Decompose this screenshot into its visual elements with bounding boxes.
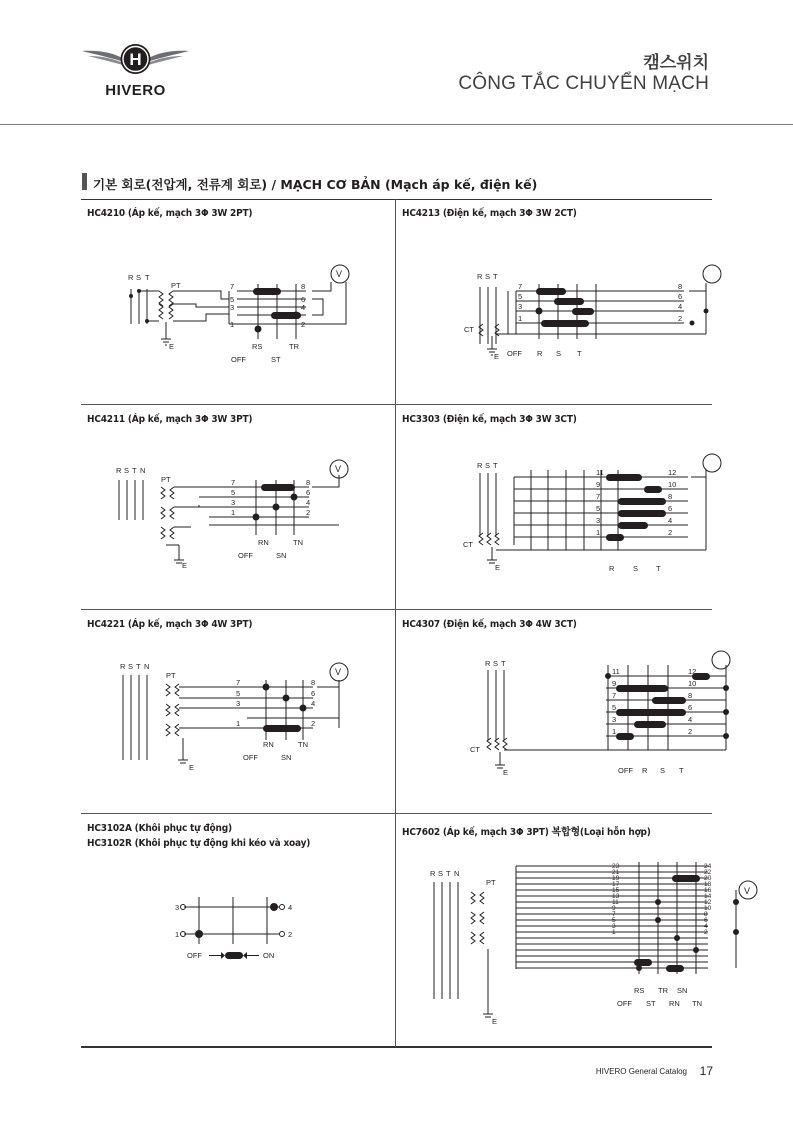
svg-text:3: 3 xyxy=(596,516,601,525)
page-number: 17 xyxy=(699,1064,713,1078)
svg-text:T: T xyxy=(501,659,506,668)
page-title: CÔNG TẮC CHUYỂN MẠCH xyxy=(458,73,709,94)
svg-text:S: S xyxy=(438,869,444,878)
position-label: OFF xyxy=(617,999,632,1008)
svg-text:6: 6 xyxy=(704,917,708,924)
brand-name: HIVERO xyxy=(105,82,166,99)
circuit-diagram-hc4210 xyxy=(81,199,395,404)
svg-text:1: 1 xyxy=(236,719,241,728)
svg-text:E: E xyxy=(182,561,188,570)
logo-letter: H xyxy=(129,50,142,69)
position-label: OFF xyxy=(243,753,258,762)
svg-text:6: 6 xyxy=(668,504,673,513)
position-label: S xyxy=(556,349,562,358)
svg-text:4: 4 xyxy=(311,699,316,708)
svg-text:5: 5 xyxy=(236,689,241,698)
svg-text:10: 10 xyxy=(704,905,712,912)
svg-text:E: E xyxy=(492,1017,498,1026)
circuit-cell-hc3102 xyxy=(81,814,395,1046)
circuit-cell-hc4307 xyxy=(396,610,710,815)
circuit-diagram-hc4307 xyxy=(396,610,710,815)
svg-text:7: 7 xyxy=(518,282,523,291)
position-label: TR xyxy=(658,986,668,995)
svg-text:E: E xyxy=(495,563,501,572)
svg-text:8: 8 xyxy=(704,911,708,918)
svg-text:9: 9 xyxy=(612,679,617,688)
svg-text:N: N xyxy=(454,869,460,878)
circuit-title: HC4213 (Điện kế, mạch 3Φ 3W 2CT) xyxy=(402,208,577,219)
position-label: SN xyxy=(281,753,292,762)
position-label: R xyxy=(609,564,615,573)
svg-text:V: V xyxy=(335,464,342,474)
circuit-cell-hc4213 xyxy=(396,199,710,404)
svg-text:N: N xyxy=(144,662,150,671)
svg-text:S: S xyxy=(485,272,491,281)
svg-text:E: E xyxy=(169,342,175,351)
position-label: ST xyxy=(271,355,281,364)
svg-text:PT: PT xyxy=(486,878,496,887)
circuit-diagram-hc3303 xyxy=(396,405,710,610)
svg-text:4: 4 xyxy=(688,715,693,724)
circuit-cell-hc4221 xyxy=(81,610,395,815)
hivero-logo xyxy=(78,38,193,102)
svg-text:2: 2 xyxy=(311,719,316,728)
position-label: RN xyxy=(263,740,274,749)
svg-text:6: 6 xyxy=(688,703,693,712)
circuit-diagram-hc4211 xyxy=(81,405,395,610)
svg-text:11: 11 xyxy=(596,468,604,477)
svg-text:6: 6 xyxy=(306,488,311,497)
position-label: TN xyxy=(692,999,702,1008)
svg-text:11: 11 xyxy=(612,667,620,676)
svg-text:1: 1 xyxy=(230,320,235,329)
svg-text:12: 12 xyxy=(668,468,677,477)
svg-text:3: 3 xyxy=(231,498,236,507)
svg-text:3: 3 xyxy=(518,302,523,311)
svg-text:V: V xyxy=(744,886,751,896)
svg-text:8: 8 xyxy=(678,282,683,291)
svg-text:24: 24 xyxy=(704,863,712,870)
svg-text:2: 2 xyxy=(288,930,293,939)
svg-text:PT: PT xyxy=(161,475,171,484)
position-label: S xyxy=(633,564,639,573)
svg-text:E: E xyxy=(503,768,509,777)
svg-text:CT: CT xyxy=(463,540,473,549)
svg-text:1: 1 xyxy=(518,314,523,323)
svg-text:4: 4 xyxy=(668,516,673,525)
page-title-korean: 캠스위치 xyxy=(643,53,709,73)
svg-text:R: R xyxy=(477,461,483,470)
svg-text:R: R xyxy=(485,659,491,668)
svg-text:7: 7 xyxy=(612,691,617,700)
svg-text:N: N xyxy=(140,466,146,475)
svg-text:T: T xyxy=(493,461,498,470)
svg-text:T: T xyxy=(145,273,150,282)
svg-text:1: 1 xyxy=(231,508,236,517)
svg-text:CT: CT xyxy=(464,325,474,334)
svg-text:5: 5 xyxy=(612,917,616,924)
position-label: T xyxy=(656,564,661,573)
svg-text:12: 12 xyxy=(688,667,697,676)
svg-text:4: 4 xyxy=(288,903,293,912)
svg-text:19: 19 xyxy=(612,875,620,882)
svg-text:21: 21 xyxy=(612,869,620,876)
header-divider xyxy=(0,124,793,125)
svg-text:12: 12 xyxy=(704,899,712,906)
position-label: OFF xyxy=(187,951,202,960)
svg-text:7: 7 xyxy=(231,478,236,487)
svg-text:CT: CT xyxy=(470,745,480,754)
circuit-title: HC4211 (Áp kế, mạch 3Φ 3W 3PT) xyxy=(87,414,253,425)
circuit-diagram-hc3102 xyxy=(81,814,395,1046)
svg-text:6: 6 xyxy=(678,292,683,301)
circuit-title: HC4221 (Áp kế, mạch 3Φ 4W 3PT) xyxy=(87,619,253,630)
svg-text:S: S xyxy=(493,659,499,668)
svg-text:4: 4 xyxy=(301,303,306,312)
svg-text:7: 7 xyxy=(612,911,616,918)
circuit-table xyxy=(81,199,751,1047)
svg-text:18: 18 xyxy=(704,881,712,888)
svg-text:PT: PT xyxy=(166,671,176,680)
svg-text:8: 8 xyxy=(688,691,693,700)
position-label: RN xyxy=(258,538,269,547)
svg-text:T: T xyxy=(446,869,451,878)
svg-text:3: 3 xyxy=(230,303,235,312)
svg-text:9: 9 xyxy=(596,480,601,489)
section-marker xyxy=(82,173,87,190)
svg-text:R: R xyxy=(120,662,126,671)
svg-text:S: S xyxy=(485,461,491,470)
circuit-subtitle: HC3102R (Khôi phục tự động khi kéo và xoay) xyxy=(87,838,311,849)
svg-text:3: 3 xyxy=(236,699,241,708)
svg-text:S: S xyxy=(128,662,134,671)
svg-text:2: 2 xyxy=(678,314,683,323)
circuit-diagram-hc4213 xyxy=(396,199,710,404)
svg-text:3: 3 xyxy=(612,923,616,930)
position-label: R xyxy=(642,766,648,775)
svg-text:S: S xyxy=(124,466,130,475)
svg-text:5: 5 xyxy=(596,504,601,513)
svg-text:20: 20 xyxy=(704,875,712,882)
svg-text:8: 8 xyxy=(311,678,316,687)
svg-text:4: 4 xyxy=(678,302,683,311)
svg-text:10: 10 xyxy=(688,679,697,688)
position-label: OFF xyxy=(618,766,633,775)
position-label: TN xyxy=(298,740,308,749)
svg-text:11: 11 xyxy=(612,899,619,906)
circuit-title: HC4210 (Áp kế, mạch 3Φ 3W 2PT) xyxy=(87,208,253,219)
svg-text:23: 23 xyxy=(612,863,620,870)
circuit-title: HC7602 (Áp kế, mạch 3Φ 3PT) 복합형(Loại hỗn hợp) xyxy=(402,827,651,838)
svg-text:T: T xyxy=(136,662,141,671)
svg-text:1: 1 xyxy=(175,930,180,939)
svg-text:2: 2 xyxy=(688,727,693,736)
circuit-cell-hc4211 xyxy=(81,405,395,610)
svg-text:5: 5 xyxy=(230,295,235,304)
circuit-title: HC3102A (Khôi phục tự động) xyxy=(87,823,232,834)
svg-text:7: 7 xyxy=(236,678,241,687)
svg-text:14: 14 xyxy=(704,893,712,900)
svg-text:8: 8 xyxy=(301,282,306,291)
svg-text:13: 13 xyxy=(612,893,620,900)
table-rule xyxy=(81,1046,712,1048)
footer-catalog-name: HIVERO General Catalog xyxy=(595,1067,687,1076)
svg-text:6: 6 xyxy=(311,689,316,698)
svg-text:T: T xyxy=(493,272,498,281)
svg-text:7: 7 xyxy=(230,282,235,291)
position-label: T xyxy=(577,349,582,358)
position-label: SN xyxy=(677,986,688,995)
svg-text:8: 8 xyxy=(306,478,311,487)
svg-text:16: 16 xyxy=(704,887,712,894)
svg-text:3: 3 xyxy=(175,903,180,912)
svg-text:1: 1 xyxy=(612,727,617,736)
circuit-diagram-hc4221 xyxy=(81,610,395,815)
svg-text:R: R xyxy=(477,272,483,281)
svg-text:R: R xyxy=(128,273,134,282)
svg-text:R: R xyxy=(116,466,122,475)
svg-text:4: 4 xyxy=(704,923,708,930)
position-label: OFF xyxy=(238,551,253,560)
circuit-diagram-hc7602 xyxy=(396,814,751,1046)
circuit-cell-hc7602 xyxy=(396,814,751,1046)
winged-h-emblem-icon xyxy=(78,38,193,82)
position-label: T xyxy=(679,766,684,775)
svg-text:E: E xyxy=(494,352,500,361)
position-label: RS xyxy=(634,986,645,995)
circuit-title: HC3303 (Điện kế, mạch 3Φ 3W 3CT) xyxy=(402,414,577,425)
svg-text:S: S xyxy=(136,273,142,282)
position-label: ST xyxy=(646,999,656,1008)
position-label: TR xyxy=(289,342,299,351)
svg-text:4: 4 xyxy=(306,498,311,507)
circuit-cell-hc4210 xyxy=(81,199,395,404)
svg-text:22: 22 xyxy=(704,869,712,876)
position-label: RN xyxy=(669,999,680,1008)
circuit-title: HC4307 (Điện kế, mạch 3Φ 4W 3CT) xyxy=(402,619,577,630)
position-label: OFF xyxy=(507,349,522,358)
position-label: RS xyxy=(252,342,263,351)
svg-text:5: 5 xyxy=(231,488,236,497)
section-title: 기본 회로(전압계, 전류계 회로) / MẠCH CƠ BẢN (Mạch áp kế, điện kế) xyxy=(93,177,538,192)
svg-text:9: 9 xyxy=(612,905,616,912)
position-label: R xyxy=(537,349,543,358)
svg-text:10: 10 xyxy=(668,480,677,489)
svg-text:7: 7 xyxy=(596,492,601,501)
svg-text:R: R xyxy=(430,869,436,878)
svg-text:8: 8 xyxy=(668,492,673,501)
position-label: OFF xyxy=(231,355,246,364)
svg-text:2: 2 xyxy=(668,528,673,537)
svg-text:V: V xyxy=(335,667,342,677)
svg-text:3: 3 xyxy=(612,715,617,724)
svg-text:1: 1 xyxy=(612,929,616,936)
svg-text:1: 1 xyxy=(596,528,601,537)
svg-text:2: 2 xyxy=(704,929,708,936)
svg-text:5: 5 xyxy=(518,292,523,301)
svg-text:2: 2 xyxy=(306,508,311,517)
svg-text:PT: PT xyxy=(171,281,181,290)
position-label: TN xyxy=(293,538,303,547)
svg-text:5: 5 xyxy=(612,703,617,712)
position-label: ON xyxy=(263,951,275,960)
position-label: SN xyxy=(276,551,287,560)
svg-text:17: 17 xyxy=(612,881,620,888)
svg-text:E: E xyxy=(189,763,195,772)
svg-text:15: 15 xyxy=(612,887,620,894)
svg-text:2: 2 xyxy=(301,320,306,329)
position-label: S xyxy=(660,766,666,775)
circuit-cell-hc3303 xyxy=(396,405,710,610)
svg-text:V: V xyxy=(336,269,343,279)
svg-text:6: 6 xyxy=(301,295,306,304)
svg-text:T: T xyxy=(132,466,137,475)
